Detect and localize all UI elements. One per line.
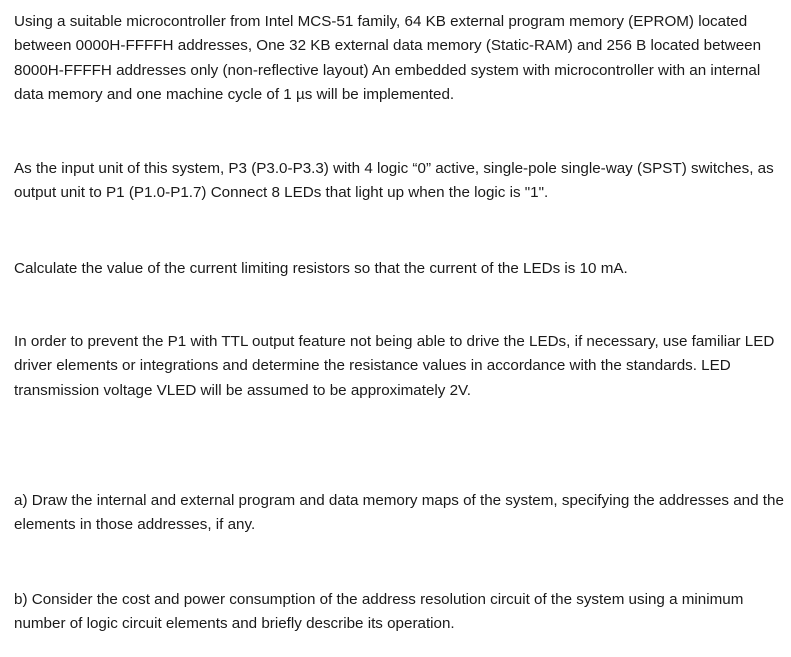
paragraph-question-b: b) Consider the cost and power consumption of the address resolution circuit of the system using a minimum number of logic circuit elements and briefly describe its operation.: [14, 591, 744, 633]
paragraph-question-a: a) Draw the internal and external program and data memory maps of the system, specifying the addresses and the elements in those addresses, if any.: [14, 492, 784, 534]
paragraph-system-description: Using a suitable microcontroller from Intel MCS-51 family, 64 KB external program memory (EPROM) located between 0000H-FFFFH addresses, One 32 KB external data memory (Static-RAM) and 256 B located between 8000H-FFFFH addresses only (non-reflective layout) An embedded system with microcontroller with an internal data memory and one machine cycle of 1 µs will be implemented.: [14, 13, 762, 103]
paragraph-resistor-calculation: Calculate the value of the current limiting resistors so that the current of the LEDs is 10 mA.: [14, 260, 628, 277]
paragraph-led-driver: In order to prevent the P1 with TTL output feature not being able to drive the LEDs, if necessary, use familiar LED driver elements or integrations and determine the resistance values in accordance with the standards. LED transmission voltage VLED will be assumed to be approximately 2V.: [14, 333, 775, 399]
paragraph-input-output-units: As the input unit of this system, P3 (P3.0-P3.3) with 4 logic “0” active, single-pole single-way (SPST) switches, as output unit to P1 (P1.0-P1.7) Connect 8 LEDs that light up when the logic is "1".: [14, 160, 774, 202]
